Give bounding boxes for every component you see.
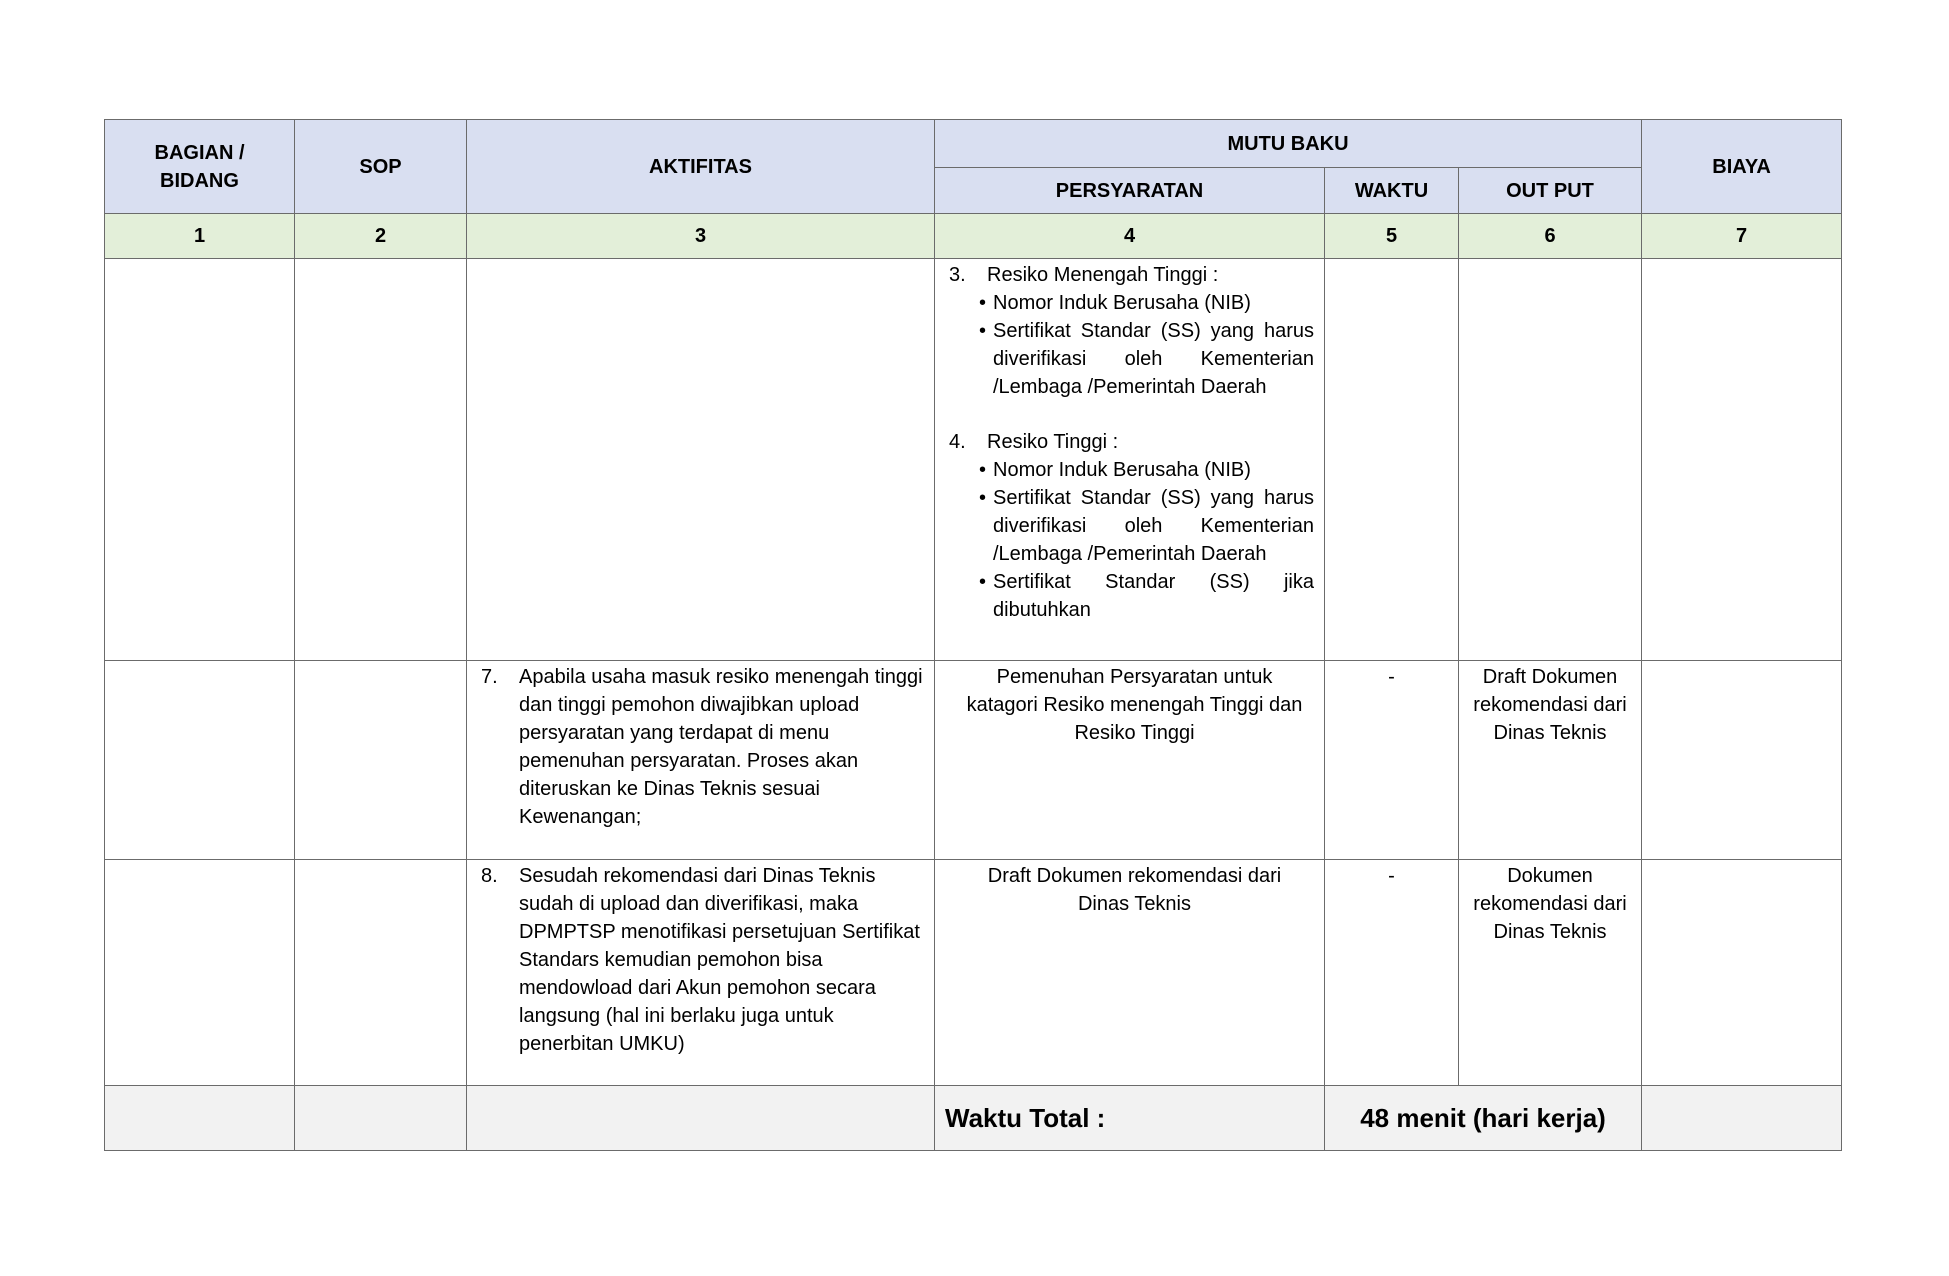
header-output: OUT PUT bbox=[1459, 168, 1642, 214]
waktu-cell: - bbox=[1325, 661, 1459, 860]
header-aktifitas: AKTIFITAS bbox=[467, 120, 935, 214]
list-item: • Sertifikat Standar (SS) yang harus diverifikasi oleh Kementerian /Lembaga /Pemerintah Daerah bbox=[979, 320, 1314, 398]
sop-table bbox=[104, 119, 1842, 1151]
waktu-cell: - bbox=[1325, 860, 1459, 1086]
bagian-cell bbox=[105, 259, 295, 661]
list-item: • Sertifikat Standar (SS) jika dibutuhkan bbox=[979, 571, 1314, 621]
header-mutu-baku: MUTU BAKU bbox=[935, 120, 1642, 168]
sop-cell bbox=[295, 661, 467, 860]
column-number: 5 bbox=[1325, 214, 1459, 259]
aktifitas-cell bbox=[467, 259, 935, 661]
step-number: 8. bbox=[481, 865, 498, 887]
column-number: 4 bbox=[935, 214, 1325, 259]
sop-cell bbox=[295, 860, 467, 1086]
aktifitas-cell bbox=[467, 661, 935, 860]
output-cell: Dokumen rekomendasi dari Dinas Teknis bbox=[1459, 860, 1642, 1086]
column-number: 1 bbox=[105, 214, 295, 259]
list-item: • Nomor Induk Berusaha (NIB) bbox=[979, 292, 1251, 314]
total-label: Waktu Total : bbox=[935, 1086, 1325, 1151]
output-cell: Draft Dokumen rekomendasi dari Dinas Teknis bbox=[1459, 661, 1642, 860]
header-persyaratan: PERSYARATAN bbox=[935, 168, 1325, 214]
table-row bbox=[105, 661, 1842, 860]
biaya-cell bbox=[1642, 661, 1842, 860]
table-row bbox=[105, 259, 1842, 661]
persyaratan-cell: Draft Dokumen rekomendasi dari Dinas Teknis bbox=[935, 860, 1325, 1086]
list-item: • Nomor Induk Berusaha (NIB) bbox=[979, 459, 1251, 481]
requirement-group: 4. Resiko Tinggi : • Nomor Induk Berusaha (NIB) • Sertifikat Standar (SS) yang harus diverifikasi oleh Kementerian /Lembaga /Pemerintah Daerah • Sertifikat Standar (SS) jika dibutuhkan bbox=[949, 428, 1314, 624]
table-row bbox=[105, 860, 1842, 1086]
bagian-cell bbox=[105, 661, 295, 860]
waktu-cell bbox=[1325, 259, 1459, 661]
requirement-group-title: Resiko Menengah Tinggi : bbox=[987, 264, 1219, 286]
column-number: 7 bbox=[1642, 214, 1842, 259]
header-biaya: BIAYA bbox=[1642, 120, 1842, 214]
output-cell bbox=[1459, 259, 1642, 661]
biaya-cell bbox=[1642, 259, 1842, 661]
bagian-cell bbox=[105, 860, 295, 1086]
header-bagian: BAGIAN / BIDANG bbox=[105, 120, 295, 214]
aktifitas-cell bbox=[467, 860, 935, 1086]
biaya-cell bbox=[1642, 860, 1842, 1086]
persyaratan-cell: Pemenuhan Persyaratan untuk katagori Resiko menengah Tinggi dan Resiko Tinggi bbox=[935, 661, 1325, 860]
column-number: 3 bbox=[467, 214, 935, 259]
header-sop: SOP bbox=[295, 120, 467, 214]
requirement-group-title: Resiko Tinggi : bbox=[987, 431, 1119, 453]
step-number: 7. bbox=[481, 666, 498, 688]
column-number: 2 bbox=[295, 214, 467, 259]
header-waktu: WAKTU bbox=[1325, 168, 1459, 214]
total-row bbox=[105, 1086, 1842, 1151]
column-number: 6 bbox=[1459, 214, 1642, 259]
step-text: Sesudah rekomendasi dari Dinas Teknis sudah di upload dan diverifikasi, maka DPMPTSP menotifikasi persetujuan Sertifikat Standars kemudian pemohon bisa mendowload dari Akun pemohon secara langsung (hal ini berlaku juga untuk penerbitan UMKU) bbox=[519, 865, 920, 1055]
total-value: 48 menit (hari kerja) bbox=[1325, 1086, 1642, 1151]
column-number-row bbox=[105, 214, 1842, 259]
list-item: • Sertifikat Standar (SS) yang harus diverifikasi oleh Kementerian /Lembaga /Pemerintah Daerah bbox=[979, 487, 1314, 565]
sop-cell bbox=[295, 259, 467, 661]
persyaratan-cell bbox=[935, 259, 1325, 661]
requirement-group: 3. Resiko Menengah Tinggi : • Nomor Induk Berusaha (NIB) • Sertifikat Standar (SS) yang harus diverifikasi oleh Kementerian /Lembaga /Pemerintah Daerah bbox=[949, 261, 1314, 401]
step-text: Apabila usaha masuk resiko menengah tinggi dan tinggi pemohon diwajibkan upload persyaratan yang terdapat di menu pemenuhan persyaratan. Proses akan diteruskan ke Dinas Teknis sesuai Kewenangan; bbox=[519, 666, 923, 828]
